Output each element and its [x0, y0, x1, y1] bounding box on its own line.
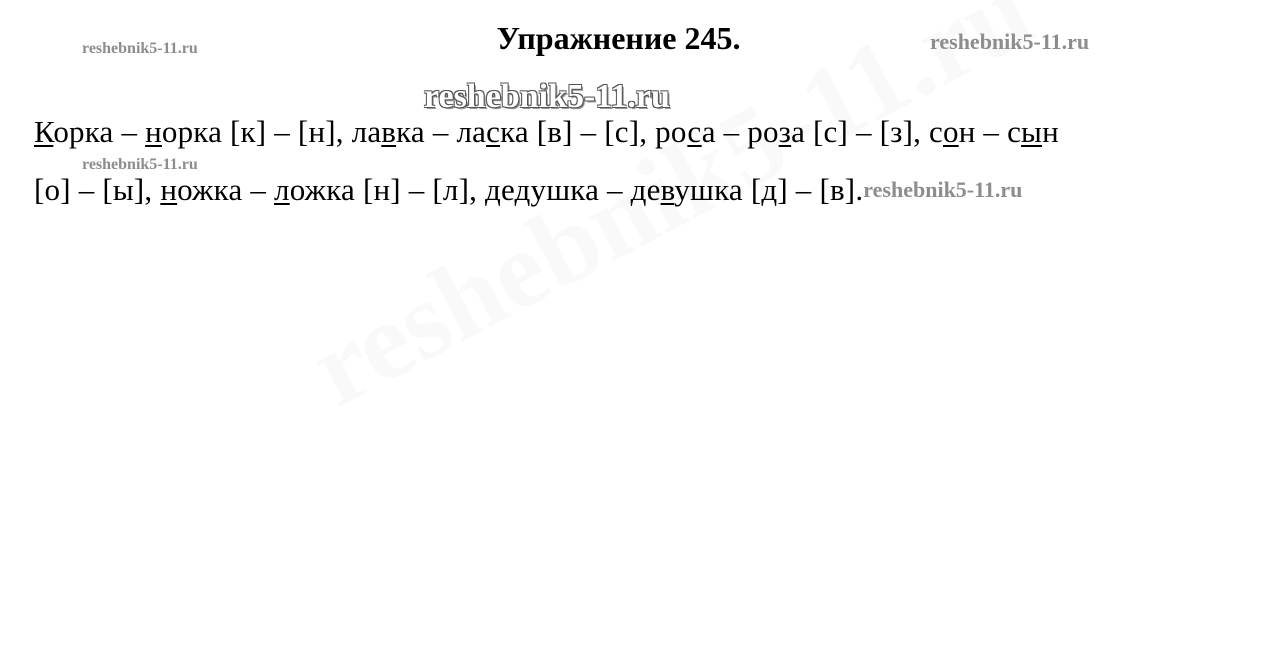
- text-segment: орка [к] – [н], ла: [161, 114, 382, 149]
- text-segment: ушка – де: [530, 172, 661, 207]
- watermark-center: reshebnik5-11.ru: [424, 78, 670, 115]
- watermark-top-left: reshebnik5-11.ru: [82, 40, 198, 57]
- answer-line-1: [34, 114, 1059, 150]
- text-segment: ожка [н] – [л], де: [289, 172, 515, 207]
- underlined-letter: с: [687, 114, 702, 149]
- underlined-letter: с: [486, 114, 501, 149]
- text-segment: а [с] – [з], с: [791, 114, 943, 149]
- underlined-letter: в: [660, 172, 675, 207]
- text-segment: ка – ла: [396, 114, 487, 149]
- text-segment: ка [в] – [с], ро: [500, 114, 688, 149]
- underlined-letter: л: [274, 172, 290, 207]
- text-segment: орка –: [53, 114, 146, 149]
- text-segment: а – ро: [701, 114, 779, 149]
- underlined-letter: з: [778, 114, 792, 149]
- text-segment: н – с: [958, 114, 1022, 149]
- text-segment: [о] – [ы],: [34, 172, 161, 207]
- watermark-inline: reshebnik5-11.ru: [863, 177, 1023, 202]
- text-segment: ожка –: [177, 172, 275, 207]
- underlined-letter: в: [381, 114, 397, 149]
- underlined-letter: К: [34, 114, 54, 149]
- underlined-letter: ы: [1021, 114, 1043, 149]
- text-segment: ушка [д] – [в].: [674, 172, 864, 207]
- underlined-letter: о: [942, 114, 959, 149]
- text-segment: н: [1042, 114, 1059, 149]
- underlined-letter: н: [160, 172, 178, 207]
- answer-line-2: [34, 172, 1022, 208]
- exercise-title: Упражнение 245.: [496, 20, 741, 56]
- watermark-mid-left: reshebnik5-11.ru: [82, 156, 198, 173]
- underlined-letter: н: [145, 114, 162, 149]
- background-watermark: [290, 0, 1052, 432]
- watermark-top-right: reshebnik5-11.ru: [930, 29, 1090, 54]
- underlined-letter: д: [514, 172, 531, 207]
